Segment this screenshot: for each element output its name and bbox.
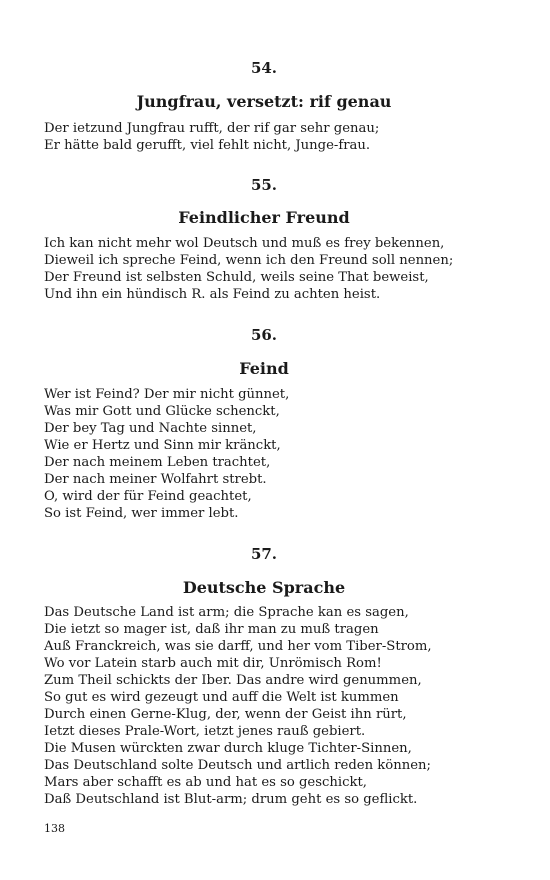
poem-line: Was mir Gott und Glücke schenckt, — [44, 404, 280, 419]
poem-line: Wer ist Feind? Der mir nicht günnet, — [44, 387, 290, 402]
poem-line: Die ietzt so mager ist, daß ihr man zu muß tragen — [44, 622, 379, 637]
poem-line: Wo vor Latein starb auch mit dir, Unrömisch Rom! — [44, 656, 382, 671]
poem-line: Zum Theil schickts der Iber. Das andre wird genummen, — [44, 673, 422, 688]
poem-number: 56. — [250, 326, 278, 344]
poem-title: Jungfrau, versetzt: rif genau — [136, 92, 392, 111]
poem-number: 55. — [250, 176, 278, 194]
poem-title: Feind — [239, 359, 289, 378]
poem-lines — [44, 120, 484, 154]
poem-line: Das Deutschland solte Deutsch und artlich reden können; — [44, 758, 431, 773]
poem-line: Ich kan nicht mehr wol Deutsch und muß es frey bekennen, — [44, 236, 445, 251]
poem-line: Wie er Hertz und Sinn mir kränckt, — [44, 438, 281, 453]
poem-title: Deutsche Sprache — [182, 578, 346, 597]
poem-title: Feindlicher Freund — [178, 208, 350, 227]
poem-line: Er hätte bald gerufft, viel fehlt nicht, Junge-frau. — [44, 138, 371, 153]
poem-lines — [44, 386, 484, 522]
poem-line: Der bey Tag und Nachte sinnet, — [44, 421, 257, 436]
poem-lines — [44, 604, 484, 808]
poem-line: Der ietzund Jungfrau rufft, der rif gar sehr genau; — [44, 121, 380, 136]
poem-line: So gut es wird gezeugt und auff die Welt ist kummen — [44, 690, 399, 705]
poem-line: O, wird der für Feind geachtet, — [44, 489, 252, 504]
poem-line: Auß Franckreich, was sie darff, und her vom Tiber-Strom, — [44, 639, 432, 654]
poem-line: Und ihn ein hündisch R. als Feind zu achten heist. — [44, 287, 381, 302]
poem-lines — [44, 235, 484, 303]
poem-number: 57. — [250, 545, 278, 563]
poem-line: So ist Feind, wer immer lebt. — [44, 506, 239, 521]
poem-line: Dieweil ich spreche Feind, wenn ich den Freund soll nennen; — [44, 253, 454, 268]
poem-line: Ietzt dieses Prale-Wort, ietzt jenes rauß gebiert. — [44, 724, 366, 739]
poem-line: Das Deutsche Land ist arm; die Sprache kan es sagen, — [44, 605, 409, 620]
poem-line: Der nach meiner Wolfahrt strebt. — [44, 472, 267, 487]
poem-line: Durch einen Gerne-Klug, der, wenn der Geist ihn rürt, — [44, 707, 407, 722]
poem-line: Die Musen würckten zwar durch kluge Tichter-Sinnen, — [44, 741, 412, 756]
poem-line: Mars aber schafft es ab und hat es so geschickt, — [44, 775, 367, 790]
poem-number: 54. — [250, 59, 278, 77]
poem-line: Der nach meinem Leben trachtet, — [44, 455, 271, 470]
poem-line: Daß Deutschland ist Blut-arm; drum geht es so geflickt. — [44, 792, 418, 807]
page-number: 138 — [44, 822, 65, 835]
poem-line: Der Freund ist selbsten Schuld, weils seine That beweist, — [44, 270, 429, 285]
